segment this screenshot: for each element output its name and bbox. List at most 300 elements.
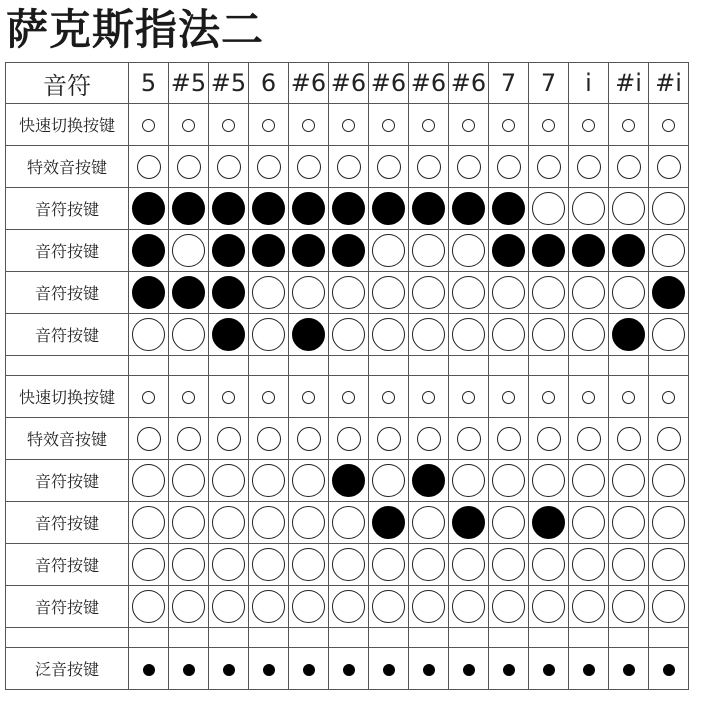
- key-cell: [529, 104, 569, 146]
- key-circle-open: [612, 464, 645, 497]
- key-circle-open: [252, 590, 285, 623]
- note-header: 7: [489, 63, 529, 104]
- overtone-key-dot: [543, 664, 555, 676]
- key-cell: [169, 314, 209, 356]
- key-circle-open: [292, 548, 325, 581]
- key-cell: [609, 460, 649, 502]
- key-cell: [449, 146, 489, 188]
- key-cell: [649, 460, 689, 502]
- section-spacer-1: [6, 628, 689, 648]
- key-circle-open: [572, 318, 605, 351]
- quick-switch-key-circle: [622, 391, 635, 404]
- effect-key-circle: [617, 155, 641, 179]
- key-cell: [329, 188, 369, 230]
- key-cell: [209, 272, 249, 314]
- quick-switch-key-circle: [222, 119, 235, 132]
- key-cell: [609, 272, 649, 314]
- section-1-row-3: [6, 502, 689, 544]
- key-cell: [289, 230, 329, 272]
- key-cell: [249, 586, 289, 628]
- key-cell: [529, 648, 569, 690]
- key-circle-open: [652, 590, 685, 623]
- overtone-key-dot: [423, 664, 435, 676]
- key-circle-open: [372, 464, 405, 497]
- key-cell: [449, 418, 489, 460]
- key-cell: [369, 230, 409, 272]
- key-cell: [609, 314, 649, 356]
- key-cell: [369, 418, 409, 460]
- key-cell: [369, 104, 409, 146]
- key-circle-open: [332, 590, 365, 623]
- key-circle-open: [572, 590, 605, 623]
- key-cell: [129, 544, 169, 586]
- header-label: 音符: [6, 63, 129, 104]
- key-cell: [449, 104, 489, 146]
- key-cell: [329, 460, 369, 502]
- key-circle-open: [212, 464, 245, 497]
- key-cell: [649, 418, 689, 460]
- key-cell: [489, 188, 529, 230]
- row-label: 音符按键: [6, 586, 129, 628]
- key-circle-open: [652, 548, 685, 581]
- key-circle-open: [612, 192, 645, 225]
- key-cell: [649, 586, 689, 628]
- key-circle-open: [172, 590, 205, 623]
- key-circle-filled: [532, 506, 565, 539]
- key-cell: [289, 376, 329, 418]
- key-cell: [649, 502, 689, 544]
- key-cell: [369, 544, 409, 586]
- overtone-key-dot: [383, 664, 395, 676]
- note-header: #6: [409, 63, 449, 104]
- spacer-cell: [449, 628, 489, 648]
- key-circle-open: [532, 276, 565, 309]
- key-cell: [609, 502, 649, 544]
- quick-switch-key-circle: [262, 391, 275, 404]
- key-circle-open: [132, 590, 165, 623]
- key-circle-filled: [172, 192, 205, 225]
- key-cell: [169, 460, 209, 502]
- key-circle-open: [452, 590, 485, 623]
- key-cell: [489, 418, 529, 460]
- key-cell: [289, 188, 329, 230]
- key-circle-open: [572, 464, 605, 497]
- quick-switch-key-circle: [662, 391, 675, 404]
- effect-key-circle: [137, 155, 161, 179]
- header-row: [6, 63, 689, 104]
- key-circle-filled: [292, 192, 325, 225]
- key-cell: [369, 146, 409, 188]
- key-cell: [249, 376, 289, 418]
- key-cell: [649, 272, 689, 314]
- row-label: 特效音按键: [6, 146, 129, 188]
- key-cell: [449, 376, 489, 418]
- key-cell: [409, 586, 449, 628]
- spacer-cell: [329, 356, 369, 376]
- key-cell: [129, 502, 169, 544]
- key-cell: [449, 544, 489, 586]
- spacer-cell: [529, 628, 569, 648]
- key-circle-open: [292, 464, 325, 497]
- key-circle-open: [252, 506, 285, 539]
- key-cell: [529, 460, 569, 502]
- overtone-row: [6, 648, 689, 690]
- key-circle-filled: [412, 464, 445, 497]
- key-circle-open: [492, 506, 525, 539]
- overtone-key-dot: [583, 664, 595, 676]
- key-cell: [169, 376, 209, 418]
- key-cell: [529, 230, 569, 272]
- spacer-cell: [369, 356, 409, 376]
- key-cell: [329, 418, 369, 460]
- key-cell: [609, 648, 649, 690]
- note-header: #6: [449, 63, 489, 104]
- quick-switch-key-circle: [342, 391, 355, 404]
- key-cell: [169, 502, 209, 544]
- spacer-cell: [569, 628, 609, 648]
- key-cell: [289, 648, 329, 690]
- key-circle-open: [492, 590, 525, 623]
- key-cell: [369, 460, 409, 502]
- note-header: #5: [169, 63, 209, 104]
- note-header: #6: [289, 63, 329, 104]
- spacer-cell: [289, 356, 329, 376]
- key-circle-filled: [532, 234, 565, 267]
- section-1-row-1: [6, 418, 689, 460]
- key-circle-open: [572, 548, 605, 581]
- overtone-key-dot: [463, 664, 475, 676]
- key-cell: [489, 586, 529, 628]
- key-cell: [489, 544, 529, 586]
- key-cell: [129, 586, 169, 628]
- quick-switch-key-circle: [622, 119, 635, 132]
- effect-key-circle: [577, 155, 601, 179]
- key-cell: [129, 314, 169, 356]
- quick-switch-key-circle: [222, 391, 235, 404]
- key-cell: [569, 314, 609, 356]
- key-cell: [249, 230, 289, 272]
- effect-key-circle: [457, 427, 481, 451]
- spacer-cell: [249, 356, 289, 376]
- quick-switch-key-circle: [382, 391, 395, 404]
- key-cell: [169, 648, 209, 690]
- section-0-row-2: [6, 188, 689, 230]
- effect-key-circle: [217, 155, 241, 179]
- key-circle-filled: [332, 234, 365, 267]
- note-header: #i: [609, 63, 649, 104]
- key-cell: [169, 544, 209, 586]
- key-cell: [529, 418, 569, 460]
- key-circle-filled: [292, 234, 325, 267]
- key-cell: [209, 544, 249, 586]
- overtone-key-dot: [623, 664, 635, 676]
- key-circle-open: [492, 548, 525, 581]
- key-circle-open: [252, 276, 285, 309]
- overtone-key-dot: [343, 664, 355, 676]
- key-circle-open: [132, 318, 165, 351]
- key-cell: [409, 376, 449, 418]
- spacer-cell: [329, 628, 369, 648]
- key-cell: [289, 314, 329, 356]
- key-cell: [409, 648, 449, 690]
- key-cell: [129, 230, 169, 272]
- overtone-key-dot: [303, 664, 315, 676]
- key-circle-open: [612, 548, 645, 581]
- key-circle-open: [452, 276, 485, 309]
- key-cell: [169, 188, 209, 230]
- key-cell: [649, 544, 689, 586]
- spacer-cell: [249, 628, 289, 648]
- key-cell: [209, 586, 249, 628]
- key-cell: [449, 314, 489, 356]
- effect-key-circle: [537, 155, 561, 179]
- key-circle-open: [372, 276, 405, 309]
- spacer-cell: [169, 628, 209, 648]
- key-cell: [529, 376, 569, 418]
- key-cell: [529, 146, 569, 188]
- key-cell: [209, 146, 249, 188]
- key-cell: [449, 188, 489, 230]
- key-cell: [649, 146, 689, 188]
- key-circle-open: [652, 318, 685, 351]
- quick-switch-key-circle: [542, 119, 555, 132]
- effect-key-circle: [337, 427, 361, 451]
- key-cell: [449, 586, 489, 628]
- note-header: #5: [209, 63, 249, 104]
- key-circle-filled: [252, 192, 285, 225]
- spacer-cell: [209, 356, 249, 376]
- page-title: 萨克斯指法二: [6, 5, 265, 54]
- key-cell: [409, 188, 449, 230]
- key-cell: [649, 648, 689, 690]
- key-circle-open: [372, 234, 405, 267]
- spacer-cell: [169, 356, 209, 376]
- key-cell: [609, 418, 649, 460]
- quick-switch-key-circle: [422, 391, 435, 404]
- key-cell: [609, 146, 649, 188]
- key-circle-open: [572, 192, 605, 225]
- key-cell: [289, 502, 329, 544]
- key-circle-open: [652, 192, 685, 225]
- fingering-chart: [5, 62, 689, 690]
- key-cell: [289, 460, 329, 502]
- effect-key-circle: [177, 427, 201, 451]
- key-cell: [169, 418, 209, 460]
- key-cell: [489, 272, 529, 314]
- key-cell: [649, 230, 689, 272]
- key-cell: [249, 314, 289, 356]
- quick-switch-key-circle: [262, 119, 275, 132]
- key-cell: [409, 460, 449, 502]
- key-circle-open: [492, 464, 525, 497]
- key-circle-open: [332, 318, 365, 351]
- section-1-row-5: [6, 586, 689, 628]
- key-cell: [609, 188, 649, 230]
- overtone-key-dot: [183, 664, 195, 676]
- key-circle-open: [532, 192, 565, 225]
- key-cell: [569, 648, 609, 690]
- key-cell: [529, 502, 569, 544]
- key-circle-open: [332, 276, 365, 309]
- key-circle-open: [412, 318, 445, 351]
- key-circle-open: [372, 548, 405, 581]
- key-cell: [169, 586, 209, 628]
- effect-key-circle: [577, 427, 601, 451]
- key-circle-open: [412, 506, 445, 539]
- key-cell: [249, 418, 289, 460]
- key-cell: [449, 230, 489, 272]
- key-cell: [449, 502, 489, 544]
- effect-key-circle: [537, 427, 561, 451]
- key-cell: [569, 544, 609, 586]
- key-cell: [129, 188, 169, 230]
- effect-key-circle: [417, 427, 441, 451]
- row-label: 音符按键: [6, 188, 129, 230]
- key-circle-open: [212, 590, 245, 623]
- spacer-cell: [6, 356, 129, 376]
- effect-key-circle: [137, 427, 161, 451]
- key-cell: [489, 502, 529, 544]
- section-0-row-5: [6, 314, 689, 356]
- key-cell: [129, 104, 169, 146]
- key-circle-open: [572, 276, 605, 309]
- quick-switch-key-circle: [662, 119, 675, 132]
- key-cell: [409, 502, 449, 544]
- key-circle-open: [172, 506, 205, 539]
- spacer-cell: [529, 356, 569, 376]
- key-cell: [249, 544, 289, 586]
- effect-key-circle: [297, 427, 321, 451]
- key-circle-filled: [372, 192, 405, 225]
- key-cell: [329, 230, 369, 272]
- key-cell: [529, 272, 569, 314]
- key-cell: [529, 586, 569, 628]
- note-header: 7: [529, 63, 569, 104]
- key-cell: [289, 586, 329, 628]
- section-1-row-2: [6, 460, 689, 502]
- key-circle-filled: [132, 192, 165, 225]
- key-circle-open: [132, 548, 165, 581]
- key-cell: [489, 376, 529, 418]
- key-cell: [609, 376, 649, 418]
- key-circle-open: [292, 506, 325, 539]
- key-cell: [209, 104, 249, 146]
- quick-switch-key-circle: [502, 391, 515, 404]
- row-label: 音符按键: [6, 314, 129, 356]
- key-circle-open: [492, 318, 525, 351]
- key-circle-filled: [652, 276, 685, 309]
- key-circle-open: [612, 276, 645, 309]
- key-cell: [169, 146, 209, 188]
- key-circle-filled: [132, 276, 165, 309]
- spacer-cell: [129, 628, 169, 648]
- spacer-cell: [129, 356, 169, 376]
- row-label: 音符按键: [6, 544, 129, 586]
- key-cell: [329, 376, 369, 418]
- section-1-row-4: [6, 544, 689, 586]
- key-circle-open: [172, 318, 205, 351]
- key-cell: [609, 586, 649, 628]
- key-circle-filled: [492, 192, 525, 225]
- quick-switch-key-circle: [182, 119, 195, 132]
- spacer-cell: [489, 628, 529, 648]
- key-cell: [409, 230, 449, 272]
- key-cell: [209, 502, 249, 544]
- key-circle-open: [532, 464, 565, 497]
- section-0-row-4: [6, 272, 689, 314]
- spacer-cell: [609, 628, 649, 648]
- key-cell: [129, 648, 169, 690]
- key-circle-open: [252, 548, 285, 581]
- key-cell: [489, 314, 529, 356]
- key-circle-open: [332, 548, 365, 581]
- key-circle-open: [252, 318, 285, 351]
- key-circle-open: [652, 506, 685, 539]
- key-cell: [449, 648, 489, 690]
- key-cell: [369, 376, 409, 418]
- effect-key-circle: [257, 155, 281, 179]
- key-circle-filled: [172, 276, 205, 309]
- key-cell: [609, 544, 649, 586]
- key-circle-filled: [332, 464, 365, 497]
- spacer-cell: [369, 628, 409, 648]
- key-cell: [529, 314, 569, 356]
- row-label: 快速切换按键: [6, 376, 129, 418]
- key-cell: [369, 188, 409, 230]
- spacer-cell: [609, 356, 649, 376]
- key-cell: [409, 418, 449, 460]
- key-circle-open: [412, 590, 445, 623]
- key-cell: [289, 544, 329, 586]
- quick-switch-key-circle: [542, 391, 555, 404]
- key-circle-open: [612, 506, 645, 539]
- key-circle-open: [612, 590, 645, 623]
- effect-key-circle: [257, 427, 281, 451]
- key-circle-open: [572, 506, 605, 539]
- effect-key-circle: [337, 155, 361, 179]
- key-circle-filled: [212, 318, 245, 351]
- key-circle-filled: [412, 192, 445, 225]
- key-circle-open: [532, 548, 565, 581]
- key-cell: [569, 586, 609, 628]
- key-cell: [209, 230, 249, 272]
- key-circle-open: [452, 318, 485, 351]
- key-circle-open: [132, 506, 165, 539]
- key-circle-open: [532, 590, 565, 623]
- key-cell: [249, 104, 289, 146]
- key-circle-filled: [132, 234, 165, 267]
- key-cell: [489, 104, 529, 146]
- key-cell: [169, 104, 209, 146]
- key-cell: [329, 146, 369, 188]
- section-1-row-0: [6, 376, 689, 418]
- key-circle-open: [652, 234, 685, 267]
- key-cell: [569, 460, 609, 502]
- key-cell: [129, 418, 169, 460]
- quick-switch-key-circle: [342, 119, 355, 132]
- overtone-key-dot: [663, 664, 675, 676]
- key-cell: [129, 146, 169, 188]
- key-circle-open: [212, 548, 245, 581]
- key-cell: [289, 146, 329, 188]
- row-label: 泛音按键: [6, 648, 129, 690]
- section-0-row-3: [6, 230, 689, 272]
- overtone-key-dot: [263, 664, 275, 676]
- quick-switch-key-circle: [182, 391, 195, 404]
- overtone-key-dot: [503, 664, 515, 676]
- key-circle-filled: [452, 192, 485, 225]
- key-cell: [249, 272, 289, 314]
